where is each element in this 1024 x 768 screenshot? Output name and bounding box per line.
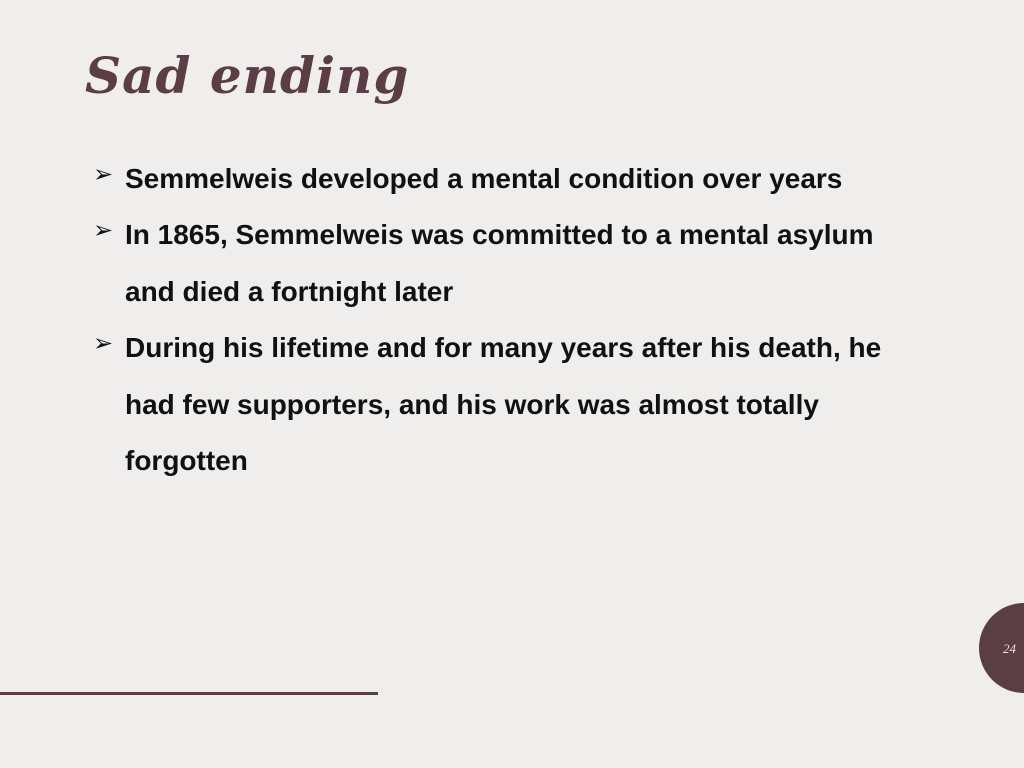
bullet-text: In 1865, Semmelweis was committed to a mental asylum and died a fortnight later: [125, 219, 874, 307]
bullet-text: During his lifetime and for many years after his death, he had few supporters, and his work was almost totally forgotten: [125, 332, 882, 477]
arrowhead-right-icon: ➢: [93, 329, 114, 358]
bullet-text: Semmelweis developed a mental condition over years: [125, 163, 843, 194]
slide-title: Sad ending: [85, 46, 410, 105]
bullet-item: [93, 320, 883, 489]
bullet-item: [93, 207, 883, 320]
page-number-badge: [979, 603, 1024, 693]
bottom-divider: [0, 692, 378, 695]
arrowhead-right-icon: ➢: [93, 160, 114, 188]
page-number: 24: [1003, 641, 1016, 656]
arrowhead-right-icon: ➢: [93, 216, 114, 245]
bullet-list: [93, 151, 883, 489]
bullet-item: [93, 151, 883, 207]
